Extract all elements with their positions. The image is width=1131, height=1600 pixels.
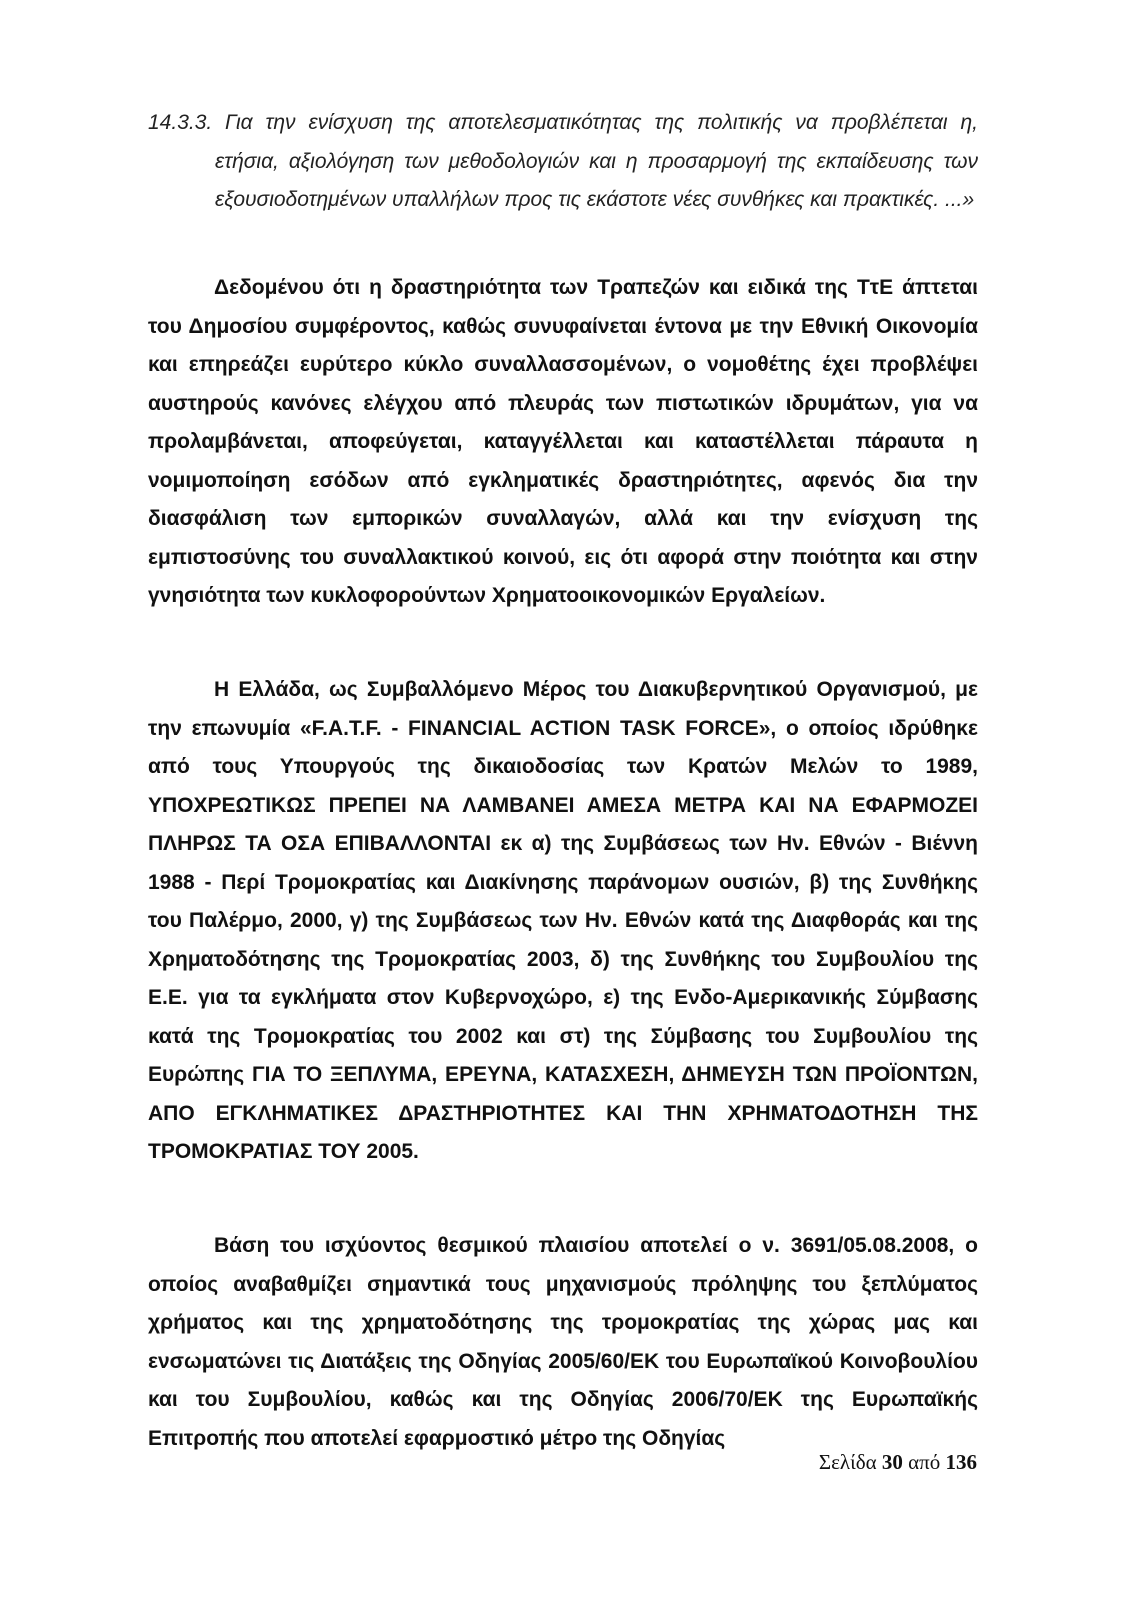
- item-text: Για την ενίσχυση της αποτελεσματικότητας της πολιτικής να προβλέπεται η, ετήσια, αξιολόγηση των μεθοδολογιών και η προσαρμογή της εκπαίδευσης των εξουσιοδοτημένων υπαλλήλων προς τις εκάστοτε νέες συνθήκες και πρακτικές. ...»: [215, 111, 978, 211]
- paragraph-3: Βάση του ισχύοντος θεσμικού πλαισίου αποτελεί ο ν. 3691/05.08.2008, ο οποίος αναβαθμίζει σημαντικά τους μηχανισμούς πρόληψης του ξεπλύματος χρήματος και της χρηματοδότησης της τρομοκρατίας της χώρας μας και ενσωματώνει τις Διατάξεις της Οδηγίας 2005/60/ΕΚ του Ευρωπαϊκού Κοινοβουλίου και του Συμβουλίου, καθώς και της Οδηγίας 2006/70/ΕΚ της Ευρωπαϊκής Επιτροπής που αποτελεί εφαρμοστικό μέτρο της Οδηγίας: [148, 1234, 978, 1450]
- total-pages-number: 136: [945, 1450, 977, 1474]
- numbered-item: [148, 104, 978, 220]
- current-page-number: 30: [881, 1450, 903, 1474]
- item-number: 14.3.3.: [148, 111, 213, 134]
- page-of-label: από: [908, 1450, 941, 1474]
- page-label: Σελίδα: [818, 1450, 877, 1474]
- page-number-footer: [795, 1450, 977, 1475]
- paragraph-2: Η Ελλάδα, ως Συμβαλλόμενο Μέρος του Διακυβερνητικού Οργανισμού, με την επωνυμία «F.A.T.F. - FINANCIAL ACTION TASK FORCE», ο οποίος ιδρύθηκε από τους Υπουργούς της δικαιοδοσίας των Κρατών Μελών το 1989, ΥΠΟΧΡΕΩΤΙΚΩΣ ΠΡΕΠΕΙ ΝΑ ΛΑΜΒΑΝΕΙ ΑΜΕΣΑ ΜΕΤΡΑ ΚΑΙ ΝΑ ΕΦΑΡΜΟΖΕΙ ΠΛΗΡΩΣ ΤΑ ΟΣΑ ΕΠΙΒΑΛΛΟΝΤΑΙ εκ α) της Συμβάσεως των Ην. Εθνών - Βιέννη 1988 - Περί Τρομοκρατίας και Διακίνησης παράνομων ουσιών, β) της Συνθήκης του Παλέρμο, 2000, γ) της Συμβάσεως των Ην. Εθνών κατά της Διαφθοράς και της Χρηματοδότησης της Τρομοκρατίας 2003, δ) της Συνθήκης του Συμβουλίου της Ε.Ε. για τα εγκλήματα στον Κυβερνοχώρο, ε) της Ενδο-Αμερικανικής Σύμβασης κατά της Τρομοκρατίας του 2002 και στ) της Σύμβασης του Συμβουλίου της Ευρώπης ΓΙΑ ΤΟ ΞΕΠΛΥΜΑ, ΕΡΕΥΝΑ, ΚΑΤΑΣΧΕΣΗ, ΔΗΜΕΥΣΗ ΤΩΝ ΠΡΟΪΟΝΤΩΝ, ΑΠΟ ΕΓΚΛΗΜΑΤΙΚΕΣ ΔΡΑΣΤΗΡΙΟΤΗΤΕΣ ΚΑΙ ΤΗΝ ΧΡΗΜΑΤΟΔΟΤΗΣΗ ΤΗΣ ΤΡΟΜΟΚΡΑΤΙΑΣ ΤΟΥ 2005.: [148, 678, 978, 1163]
- paragraph-1: Δεδομένου ότι η δραστηριότητα των Τραπεζών και ειδικά της ΤτΕ άπτεται του Δημοσίου συμφέροντος, καθώς συνυφαίνεται έντονα με την Εθνική Οικονομία και επηρεάζει ευρύτερο κύκλο συναλλασσομένων, ο νομοθέτης έχει προβλέψει αυστηρούς κανόνες ελέγχου από πλευράς των πιστωτικών ιδρυμάτων, για να προλαμβάνεται, αποφεύγεται, καταγγέλλεται και καταστέλλεται πάραυτα η νομιμοποίηση εσόδων από εγκληματικές δραστηριότητες, αφενός δια την διασφάλιση των εμπορικών συναλλαγών, αλλά και την ενίσχυση της εμπιστοσύνης του συναλλακτικού κοινού, εις ότι αφορά στην ποιότητα και στην γνησιότητα των κυκλοφορούντων Χρηματοοικονομικών Εργαλείων.: [148, 276, 978, 607]
